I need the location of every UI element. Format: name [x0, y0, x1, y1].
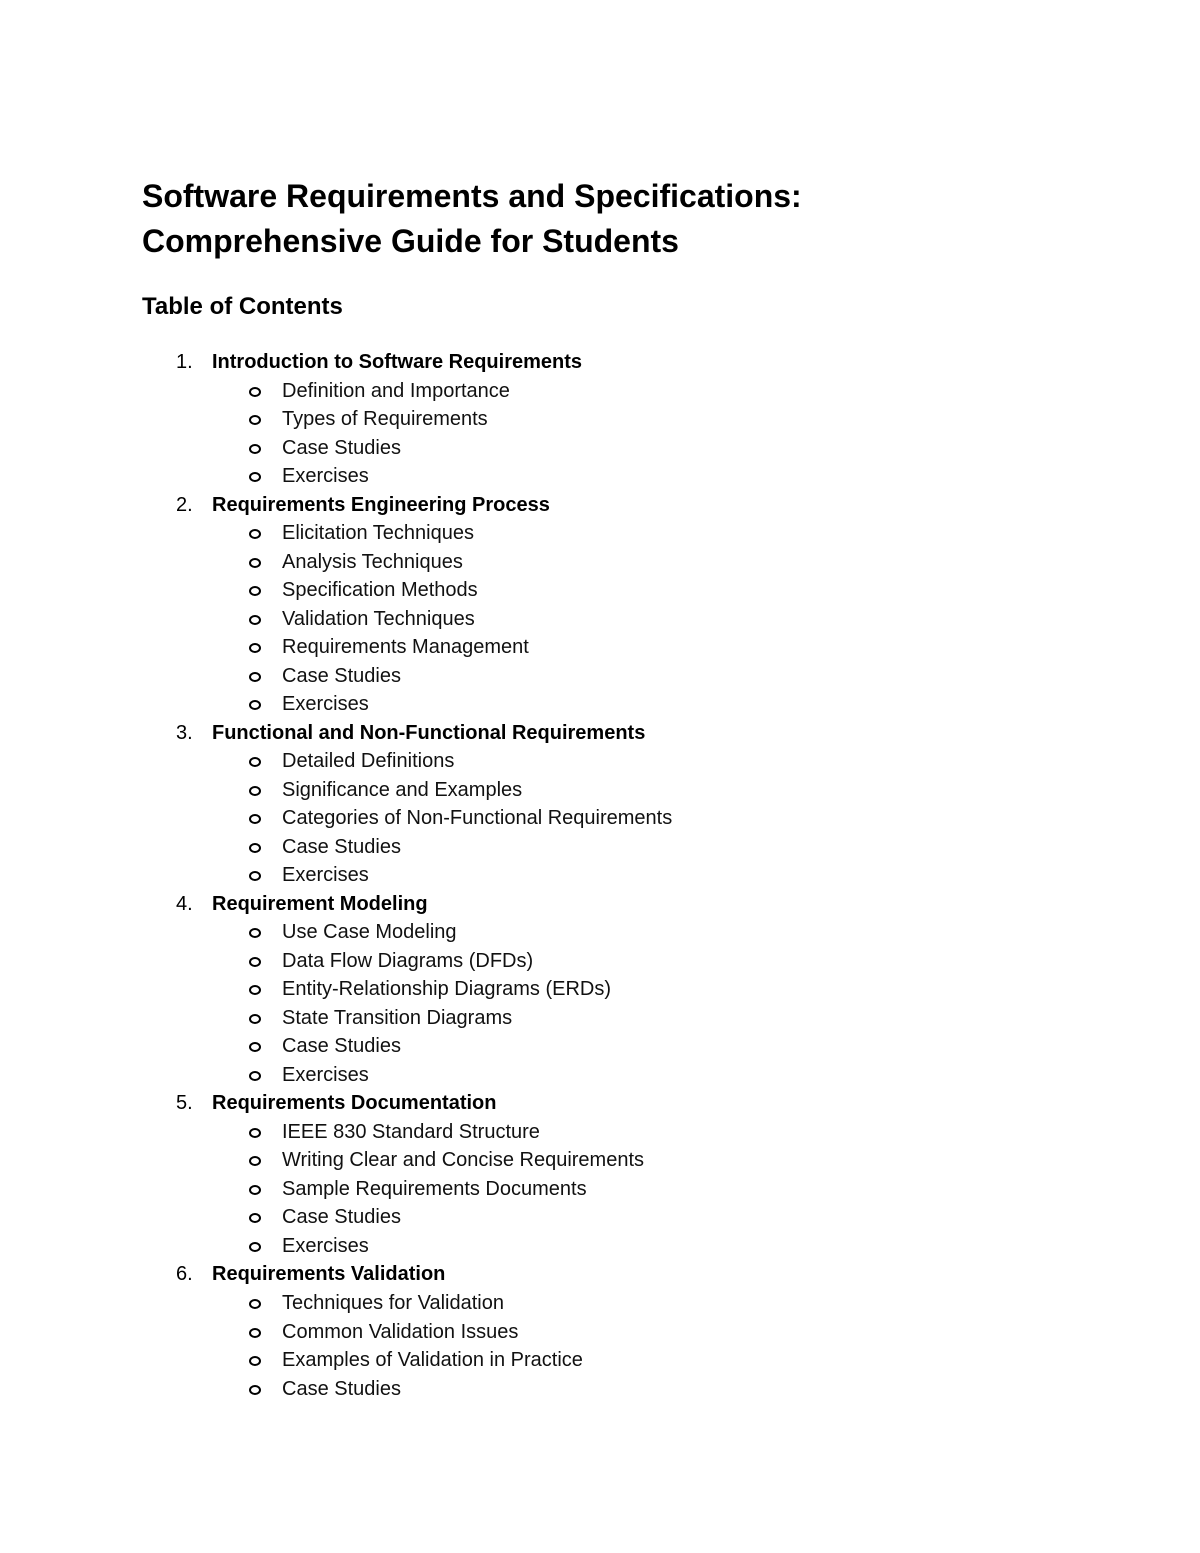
toc-subitem — [0, 833, 1200, 862]
hollow-circle-bullet-icon — [249, 1156, 261, 1166]
document-title — [142, 174, 1042, 264]
hollow-circle-bullet-icon — [249, 928, 261, 938]
toc-section-number: 3. — [176, 721, 193, 744]
toc-subitem — [0, 690, 1200, 719]
toc-section-heading — [0, 1260, 1200, 1289]
toc-section-heading — [0, 719, 1200, 748]
hollow-circle-bullet-icon — [249, 1042, 261, 1052]
toc-section — [0, 1089, 1200, 1260]
hollow-circle-bullet-icon — [249, 615, 261, 625]
document-title-line-2: Comprehensive Guide for Students — [142, 223, 679, 259]
hollow-circle-bullet-icon — [249, 1242, 261, 1252]
toc-section-title: Requirements Validation — [212, 1263, 446, 1286]
hollow-circle-bullet-icon — [249, 957, 261, 967]
toc-section — [0, 719, 1200, 890]
hollow-circle-bullet-icon — [249, 387, 261, 397]
toc-subitem-label: Entity-Relationship Diagrams (ERDs) — [282, 978, 611, 1001]
toc-subitem — [0, 1146, 1200, 1175]
toc-subitem-label: Techniques for Validation — [282, 1292, 504, 1315]
toc-section-heading — [0, 348, 1200, 377]
hollow-circle-bullet-icon — [249, 985, 261, 995]
toc-section-title: Requirement Modeling — [212, 892, 428, 915]
toc-subitem-list — [0, 918, 1200, 1089]
hollow-circle-bullet-icon — [249, 757, 261, 767]
hollow-circle-bullet-icon — [249, 472, 261, 482]
toc-subitem-label: Case Studies — [282, 436, 401, 459]
toc-subitem — [0, 861, 1200, 890]
toc-subitem-label: Exercises — [282, 465, 369, 488]
hollow-circle-bullet-icon — [249, 672, 261, 682]
toc-subitem — [0, 576, 1200, 605]
hollow-circle-bullet-icon — [249, 415, 261, 425]
toc-section-number: 4. — [176, 892, 193, 915]
hollow-circle-bullet-icon — [249, 786, 261, 796]
hollow-circle-bullet-icon — [249, 1299, 261, 1309]
toc-subitem — [0, 1346, 1200, 1375]
toc-subitem-label: Sample Requirements Documents — [282, 1177, 587, 1200]
toc-subitem — [0, 1004, 1200, 1033]
toc-subitem — [0, 519, 1200, 548]
toc-section-title: Functional and Non-Functional Requirements — [212, 721, 646, 744]
toc-subitem-label: Significance and Examples — [282, 778, 523, 801]
toc-section-title: Requirements Engineering Process — [212, 493, 550, 516]
toc-subitem — [0, 918, 1200, 947]
toc-subitem — [0, 605, 1200, 634]
toc-subitem-label: Use Case Modeling — [282, 921, 457, 944]
hollow-circle-bullet-icon — [249, 558, 261, 568]
toc-subitem-label: Exercises — [282, 864, 369, 887]
toc-subitem — [0, 1061, 1200, 1090]
toc-subitem-list — [0, 1289, 1200, 1403]
toc-subitem — [0, 1203, 1200, 1232]
toc-subitem-label: Exercises — [282, 1063, 369, 1086]
hollow-circle-bullet-icon — [249, 1356, 261, 1366]
toc-subitem-list — [0, 1118, 1200, 1261]
toc-subitem-label: Case Studies — [282, 835, 401, 858]
toc-section-number: 1. — [176, 351, 193, 373]
toc-subitem — [0, 377, 1200, 406]
toc-subitem — [0, 1289, 1200, 1318]
toc-section-heading — [0, 1089, 1200, 1118]
toc-section-number: 6. — [176, 1263, 193, 1286]
toc-subitem-label: Categories of Non-Functional Requirements — [282, 807, 673, 830]
toc-section — [0, 491, 1200, 719]
toc-subitem — [0, 405, 1200, 434]
toc-subitem — [0, 947, 1200, 976]
toc-subitem-label: Common Validation Issues — [282, 1320, 519, 1343]
toc-subitem-label: Definition and Importance — [282, 379, 510, 402]
toc-subitem-label: Specification Methods — [282, 579, 478, 602]
toc-subitem — [0, 1032, 1200, 1061]
table-of-contents-heading: Table of Contents — [142, 293, 343, 320]
hollow-circle-bullet-icon — [249, 871, 261, 881]
document-title-line-1: Software Requirements and Specifications: — [142, 178, 802, 214]
toc-section-title: Introduction to Software Requirements — [212, 351, 583, 373]
toc-section-number: 2. — [176, 493, 193, 516]
toc-subitem — [0, 804, 1200, 833]
toc-section — [0, 890, 1200, 1090]
toc-subitem-label: Exercises — [282, 1234, 369, 1257]
toc-subitem-label: Detailed Definitions — [282, 750, 455, 773]
toc-subitem-label: Validation Techniques — [282, 607, 475, 630]
toc-subitem-label: Data Flow Diagrams (DFDs) — [282, 949, 534, 972]
toc-subitem — [0, 1375, 1200, 1404]
hollow-circle-bullet-icon — [249, 843, 261, 853]
toc-section-number: 5. — [176, 1092, 193, 1115]
hollow-circle-bullet-icon — [249, 1213, 261, 1223]
toc-subitem-label: Case Studies — [282, 1206, 401, 1229]
hollow-circle-bullet-icon — [249, 1071, 261, 1081]
toc-subitem — [0, 633, 1200, 662]
toc-subitem-label: Exercises — [282, 693, 369, 716]
toc-section — [0, 1260, 1200, 1403]
toc-subitem-list — [0, 747, 1200, 890]
hollow-circle-bullet-icon — [249, 1128, 261, 1138]
toc-section — [0, 348, 1200, 491]
toc-subitem-label: IEEE 830 Standard Structure — [282, 1120, 540, 1143]
toc-subitem — [0, 1318, 1200, 1347]
toc-subitem — [0, 1118, 1200, 1147]
toc-subitem-label: Examples of Validation in Practice — [282, 1349, 583, 1372]
toc-subitem-label: Analysis Techniques — [282, 550, 463, 573]
toc-subitem-label: Writing Clear and Concise Requirements — [282, 1149, 645, 1172]
toc-subitem-label: Elicitation Techniques — [282, 522, 474, 545]
toc-subitem — [0, 662, 1200, 691]
hollow-circle-bullet-icon — [249, 444, 261, 454]
toc-subitem-label: Case Studies — [282, 664, 401, 687]
toc-subitem — [0, 462, 1200, 491]
toc-subitem — [0, 747, 1200, 776]
toc-subitem-list — [0, 519, 1200, 719]
toc-subitem-list — [0, 377, 1200, 491]
toc-section-title: Requirements Documentation — [212, 1092, 497, 1115]
toc-subitem — [0, 975, 1200, 1004]
hollow-circle-bullet-icon — [249, 1185, 261, 1195]
toc-subitem — [0, 1175, 1200, 1204]
toc-subitem-label: Requirements Management — [282, 636, 529, 659]
hollow-circle-bullet-icon — [249, 586, 261, 596]
hollow-circle-bullet-icon — [249, 1014, 261, 1024]
toc-section-heading — [0, 890, 1200, 919]
toc-subitem — [0, 434, 1200, 463]
hollow-circle-bullet-icon — [249, 529, 261, 539]
hollow-circle-bullet-icon — [249, 643, 261, 653]
hollow-circle-bullet-icon — [249, 1385, 261, 1395]
toc-subitem — [0, 548, 1200, 577]
toc-subitem — [0, 776, 1200, 805]
toc-section-heading — [0, 491, 1200, 520]
toc-subitem-label: State Transition Diagrams — [282, 1006, 513, 1029]
hollow-circle-bullet-icon — [249, 1328, 261, 1338]
toc-subitem-label: Case Studies — [282, 1377, 401, 1400]
hollow-circle-bullet-icon — [249, 814, 261, 824]
hollow-circle-bullet-icon — [249, 700, 261, 710]
toc-subitem-label: Case Studies — [282, 1035, 401, 1058]
toc-subitem-label: Types of Requirements — [282, 408, 488, 431]
table-of-contents-list — [0, 348, 1200, 1403]
toc-subitem — [0, 1232, 1200, 1261]
